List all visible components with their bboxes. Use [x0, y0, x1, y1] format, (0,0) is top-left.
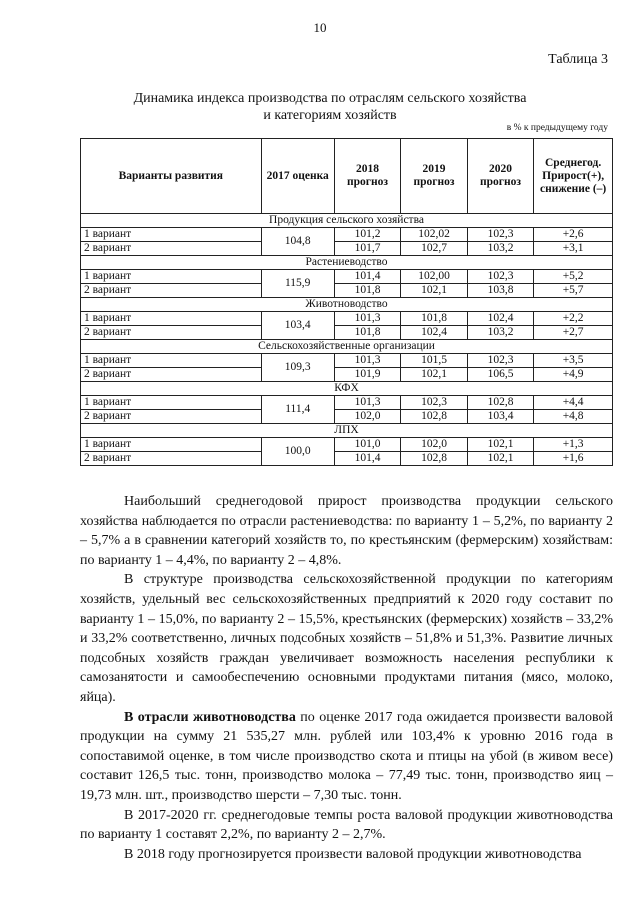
variant-cell: 1 вариант — [81, 396, 262, 410]
estimate-2017-cell: 104,8 — [261, 228, 334, 256]
forecast-2018-cell: 102,0 — [334, 410, 400, 424]
forecast-2020-cell: 102,8 — [467, 396, 533, 410]
table-label: Таблица 3 — [548, 52, 608, 67]
table-row — [81, 312, 613, 326]
forecast-2019-cell: 102,7 — [401, 242, 467, 256]
forecast-2020-cell: 102,3 — [467, 228, 533, 242]
avg-growth-cell: +4,8 — [534, 410, 613, 424]
avg-growth-cell: +2,6 — [534, 228, 613, 242]
section-title: ЛПХ — [81, 424, 613, 438]
forecast-2020-cell: 102,1 — [467, 438, 533, 452]
forecast-2018-cell: 101,8 — [334, 326, 400, 340]
forecast-2018-cell: 101,4 — [334, 452, 400, 466]
table-header-row — [81, 139, 613, 214]
forecast-2019-cell: 102,4 — [401, 326, 467, 340]
forecast-2018-cell: 101,0 — [334, 438, 400, 452]
forecast-2019-cell: 102,00 — [401, 270, 467, 284]
forecast-2020-cell: 103,4 — [467, 410, 533, 424]
forecast-2019-cell: 101,8 — [401, 312, 467, 326]
forecast-2019-cell: 102,3 — [401, 396, 467, 410]
avg-growth-cell: +5,7 — [534, 284, 613, 298]
variant-cell: 1 вариант — [81, 312, 262, 326]
table-row — [81, 368, 613, 382]
index-table — [80, 138, 613, 466]
forecast-2018-cell: 101,3 — [334, 354, 400, 368]
forecast-2018-cell: 101,9 — [334, 368, 400, 382]
forecast-2020-cell: 103,2 — [467, 242, 533, 256]
table-row — [81, 410, 613, 424]
avg-growth-cell: +1,6 — [534, 452, 613, 466]
section-row — [81, 298, 613, 312]
section-row — [81, 256, 613, 270]
forecast-2018-cell: 101,2 — [334, 228, 400, 242]
table-row — [81, 228, 613, 242]
forecast-2020-cell: 103,8 — [467, 284, 533, 298]
avg-growth-cell: +4,4 — [534, 396, 613, 410]
paragraph-rest: по оценке 2017 года ожидается произвести валовой продукции на сумму 21 535,27 млн. рублей или 103,4% к уровню 2016 года в сопоставимой оценке, в том числе производство скота и птицы на убой (в живом весе) составит 126,5 тыс. тонн, производство молока – 77,49 тыс. тонн, производство яиц – 19,73 млн. шт., производство шерсти – 7,30 тыс. тонн. — [80, 709, 613, 803]
table-row — [81, 438, 613, 452]
table-row — [81, 354, 613, 368]
paragraph: В 2018 году прогнозируется произвести валовой продукции животноводства — [124, 846, 582, 862]
forecast-2018-cell: 101,4 — [334, 270, 400, 284]
avg-growth-cell: +1,3 — [534, 438, 613, 452]
estimate-2017-cell: 111,4 — [261, 396, 334, 424]
table-row — [81, 242, 613, 256]
forecast-2018-cell: 101,8 — [334, 284, 400, 298]
forecast-2019-cell: 102,0 — [401, 438, 467, 452]
variant-cell: 2 вариант — [81, 284, 262, 298]
table-row — [81, 326, 613, 340]
estimate-2017-cell: 109,3 — [261, 354, 334, 382]
header-variants: Варианты развития — [81, 139, 262, 214]
paragraph-bold-lead: В отрасли животноводства — [124, 709, 296, 725]
variant-cell: 2 вариант — [81, 368, 262, 382]
table-row — [81, 452, 613, 466]
forecast-2019-cell: 102,1 — [401, 284, 467, 298]
avg-growth-cell: +3,5 — [534, 354, 613, 368]
avg-growth-cell: +2,7 — [534, 326, 613, 340]
header-avg: Среднегод. Прирост(+), снижение (–) — [534, 139, 613, 214]
section-title: Растениеводство — [81, 256, 613, 270]
forecast-2020-cell: 106,5 — [467, 368, 533, 382]
forecast-2019-cell: 102,1 — [401, 368, 467, 382]
forecast-2020-cell: 103,2 — [467, 326, 533, 340]
variant-cell: 2 вариант — [81, 326, 262, 340]
paragraph: В структуре производства сельскохозяйственной продукции по категориям хозяйств, удельный вес сельскохозяйственных предприятий к 2020 году составит по варианту 1 – 15,0%, по варианту 2 – 15,5%, крестьянских (фермерских) хозяйств – 33,2% и 33,2% соответственно, личных подсобных хозяйств – 51,8% и 51,3%. Развитие личных подсобных хозяйств граждан увеличивает возможность населения республики к самозанятости и самообеспечению основными продуктами питания (мясо, молоко, яйца). — [80, 572, 613, 705]
section-row — [81, 340, 613, 354]
header-2018: 2018 прогноз — [334, 139, 400, 214]
forecast-2020-cell: 102,4 — [467, 312, 533, 326]
forecast-2018-cell: 101,3 — [334, 312, 400, 326]
estimate-2017-cell: 100,0 — [261, 438, 334, 466]
forecast-2019-cell: 102,8 — [401, 410, 467, 424]
forecast-2020-cell: 102,3 — [467, 270, 533, 284]
paragraph: Наибольший среднегодовой прирост производства продукции сельского хозяйства наблюдается по отрасли растениеводства: по варианту 1 – 5,2%, по варианту 2 – 5,7% а в сравнении категорий хозяйств то, по крестьянским (фермерским) хозяйствам: по варианту 1 – 4,4%, по варианту 2 – 4,8%. — [80, 494, 613, 568]
header-2019: 2019 прогноз — [401, 139, 467, 214]
table-row — [81, 396, 613, 410]
variant-cell: 1 вариант — [81, 228, 262, 242]
section-row — [81, 214, 613, 228]
table-row — [81, 284, 613, 298]
forecast-2019-cell: 101,5 — [401, 354, 467, 368]
forecast-2020-cell: 102,1 — [467, 452, 533, 466]
avg-growth-cell: +2,2 — [534, 312, 613, 326]
body-text — [80, 492, 613, 864]
section-row — [81, 424, 613, 438]
title-line-1: Динамика индекса производства по отраслям сельского хозяйства — [133, 91, 527, 106]
variant-cell: 2 вариант — [81, 410, 262, 424]
section-title: Продукция сельского хозяйства — [81, 214, 613, 228]
avg-growth-cell: +3,1 — [534, 242, 613, 256]
forecast-2019-cell: 102,8 — [401, 452, 467, 466]
avg-growth-cell: +4,9 — [534, 368, 613, 382]
page-number: 10 — [313, 20, 327, 35]
variant-cell: 1 вариант — [81, 270, 262, 284]
variant-cell: 2 вариант — [81, 242, 262, 256]
variant-cell: 2 вариант — [81, 452, 262, 466]
forecast-2018-cell: 101,3 — [334, 396, 400, 410]
section-title: Животноводство — [81, 298, 613, 312]
forecast-2020-cell: 102,3 — [467, 354, 533, 368]
forecast-2019-cell: 102,02 — [401, 228, 467, 242]
estimate-2017-cell: 103,4 — [261, 312, 334, 340]
section-title: Сельскохозяйственные организации — [81, 340, 613, 354]
estimate-2017-cell: 115,9 — [261, 270, 334, 298]
section-row — [81, 382, 613, 396]
paragraph — [80, 708, 613, 806]
header-2020: 2020 прогноз — [467, 139, 533, 214]
table-row — [81, 270, 613, 284]
header-2017: 2017 оценка — [261, 139, 334, 214]
paragraph: В 2017-2020 гг. среднегодовые темпы роста валовой продукции животноводства по варианту 1 составят 2,2%, по варианту 2 – 2,7%. — [80, 807, 613, 843]
table-title — [60, 90, 600, 124]
variant-cell: 1 вариант — [81, 438, 262, 452]
forecast-2018-cell: 101,7 — [334, 242, 400, 256]
section-title: КФХ — [81, 382, 613, 396]
unit-note: в % к предыдущему году — [506, 123, 608, 133]
avg-growth-cell: +5,2 — [534, 270, 613, 284]
variant-cell: 1 вариант — [81, 354, 262, 368]
title-line-2: и категориям хозяйств — [263, 108, 397, 123]
